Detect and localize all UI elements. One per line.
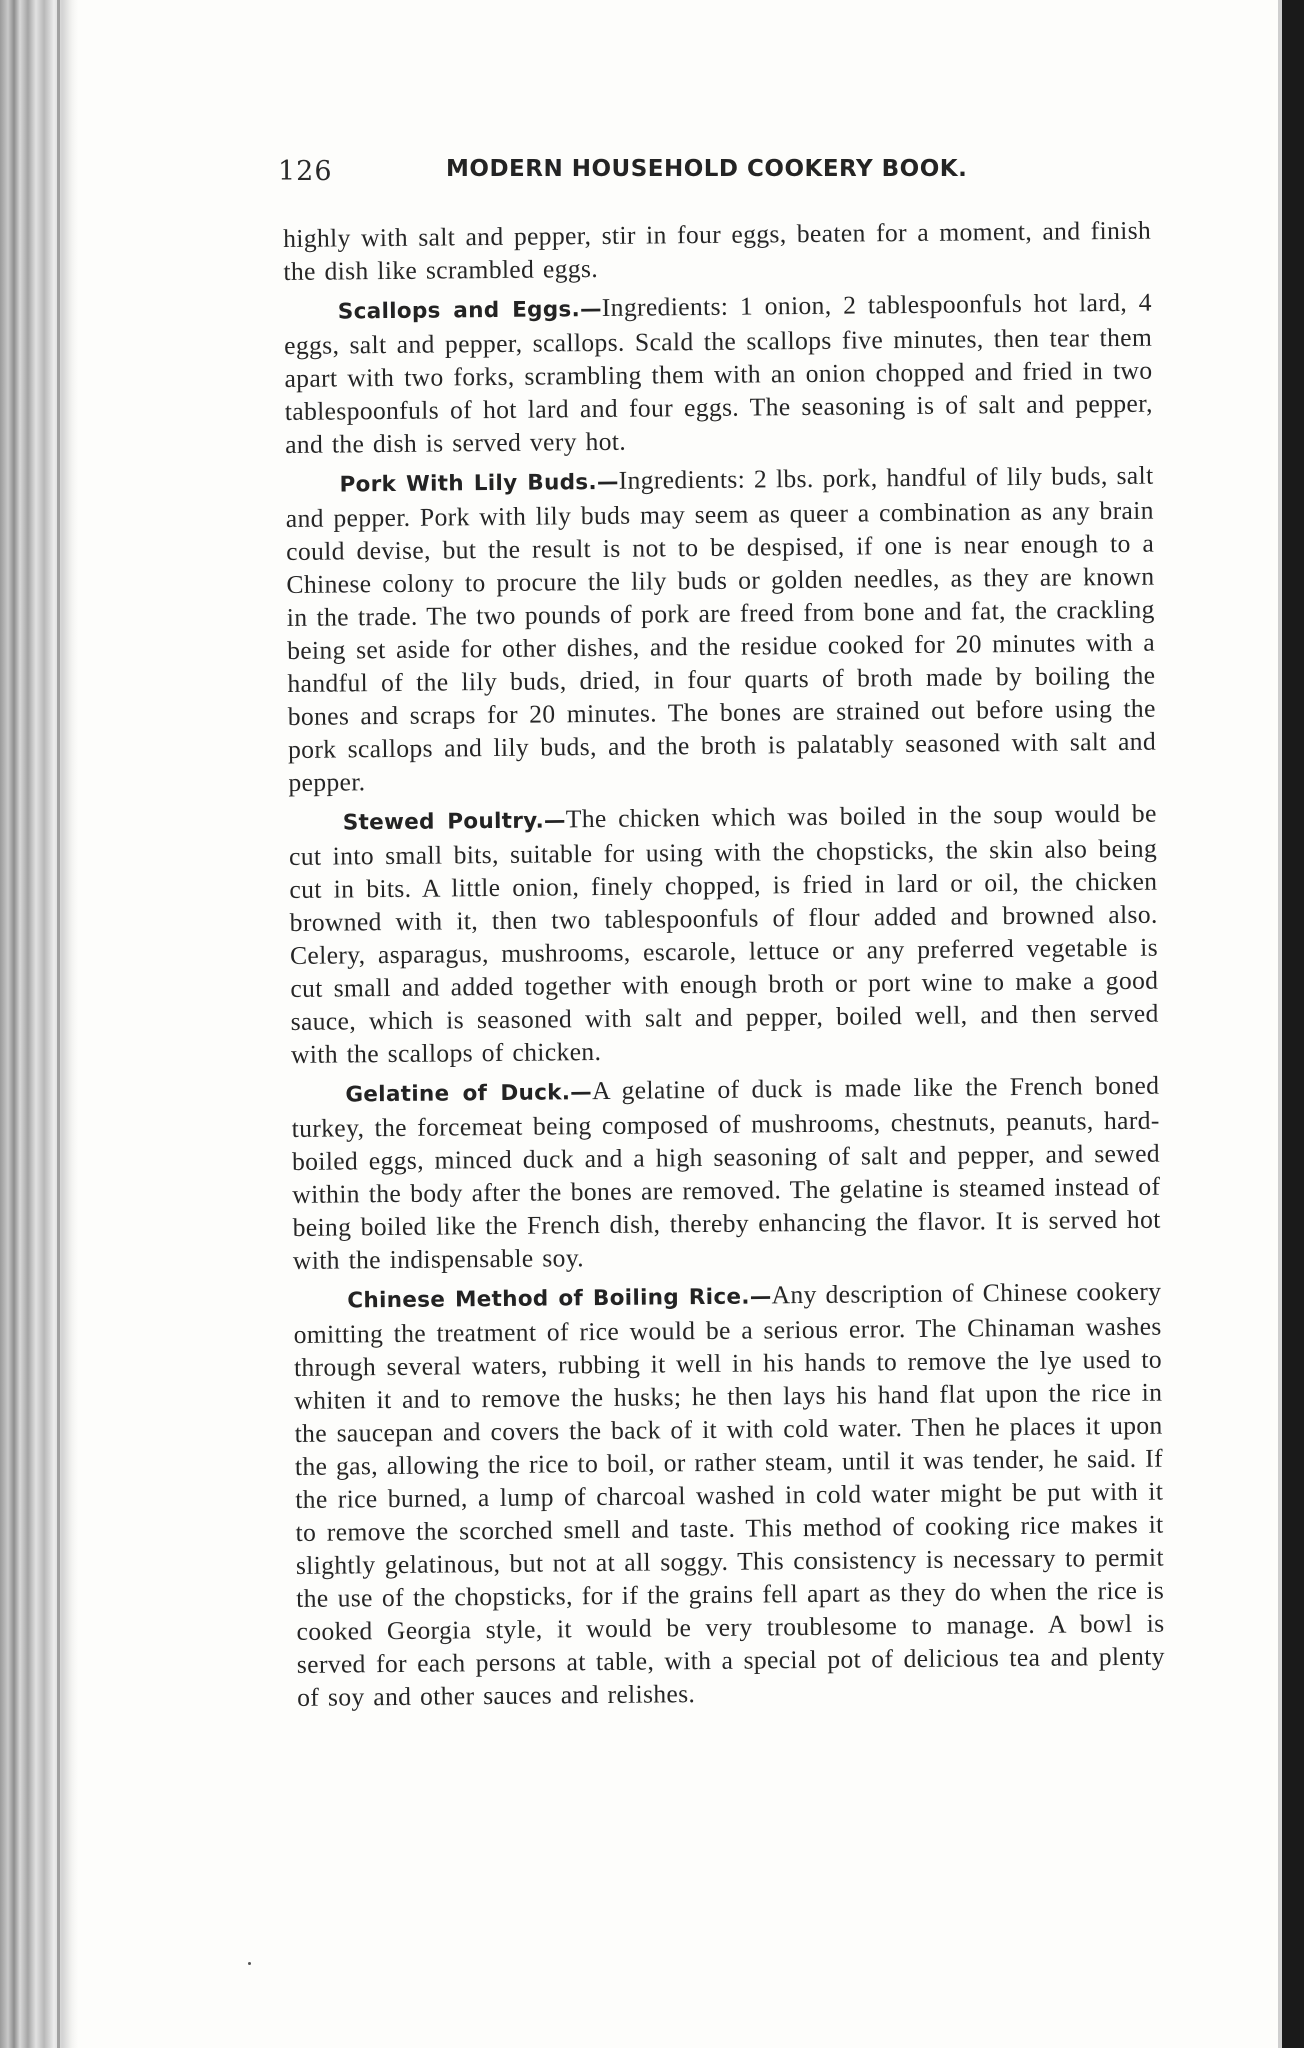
paragraph-text: highly with salt and pepper, stir in four eggs, beaten for a moment, and finish the dish like scrambled eggs. — [283, 215, 1152, 286]
recipe-text: A gelatine of duck is made like the French boned turkey, the forcemeat being composed of mushrooms, chestnuts, peanuts, hard-boiled eggs, minced duck and a high seasoning of salt and pepper, and sewed within the body after the bones are removed. The gelatine is steamed instead of being boiled like the French dish, thereby enhancing the flavor. It is served hot with the indispensable soy. — [291, 1070, 1161, 1275]
scan-border — [1282, 0, 1304, 2048]
book-gutter — [0, 0, 78, 2048]
recipe-chinese-boiling-rice — [293, 1275, 1165, 1714]
recipe-heading: Scallops and Eggs.— — [337, 296, 602, 325]
recipe-gelatine-of-duck — [291, 1069, 1161, 1277]
recipe-text: Ingredients: 2 lbs. pork, handful of lily buds, salt and pepper. Pork with lily buds may seem as queer a combination as any brain could devise, but the result is not to be despised, if one is near enough to a Chinese colony to procure the lily buds or golden needles, as they are known in the trade. The two pounds of pork are freed from bone and fat, the crackling being set aside for other dishes, and the residue cooked for 20 minutes with a handful of the lily buds, dried, in four quarts of broth made by boiling the bones and scraps for 20 minutes. The bones are strained out before using the pork scallops and lily buds, and the broth is palatably seasoned with salt and pepper. — [285, 460, 1157, 797]
page-header — [276, 150, 996, 194]
paragraph-continuation — [283, 214, 1152, 288]
recipe-heading: Stewed Poultry.— — [342, 808, 566, 836]
recipe-stewed-poultry — [289, 797, 1160, 1071]
page-number: 126 — [278, 156, 333, 187]
body-text — [283, 214, 1165, 1720]
recipe-pork-with-lily-buds — [285, 459, 1156, 799]
running-head: MODERN HOUSEHOLD COOKERY BOOK. — [446, 156, 968, 182]
recipe-heading: Gelatine of Duck.— — [345, 1080, 593, 1108]
recipe-text: Any description of Chinese cookery omitting the treatment of rice would be a serious error. The Chinaman washes through several waters, rubbing it well in his hands to remove the lye used to whiten it and to remove the husks; he then lays his hand flat upon the rice in the saucepan and covers the back of it with cold water. Then he places it upon the gas, allowing the rice to boil, or rather steam, until it was tender, he said. If the rice burned, a lump of charcoal washed in cold water might be put with it to remove the scorched smell and taste. This method of cooking rice makes it slightly gelatinous, but not at all soggy. This consistency is necessary to permit the use of the chopsticks, for if the grains fell apart as they do when the rice is cooked Georgia style, it would be very troublesome to manage. A bowl is served for each persons at table, with a special pot of delicious tea and plenty of soy and other sauces and relishes. — [293, 1276, 1165, 1712]
gutter-fold-line — [57, 0, 60, 2048]
recipe-text: Ingredients: 1 onion, 2 tablespoonfuls hot lard, 4 eggs, salt and pepper, scallops. Scald the scallops five minutes, then tear them apart with two forks, scrambling them with an onion chopped and fried in two tablespoonfuls of hot lard and four eggs. The seasoning is of salt and pepper, and the dish is served very hot. — [284, 287, 1153, 459]
recipe-text: The chicken which was boiled in the soup would be cut into small bits, suitable for using with the chopsticks, the skin also being cut in bits. A little onion, finely chopped, is fried in lard or oil, the chicken browned with it, then two tablespoonfuls of flour added and browned also. Celery, asparagus, mushrooms, escarole, lettuce or any preferred vegetable is cut small and added together with enough broth or port wine to make a good sauce, which is seasoned with salt and pepper, boiled well, and then served with the scallops of chicken. — [288, 798, 1159, 1069]
recipe-heading: Chinese Method of Boiling Rice.— — [347, 1284, 772, 1314]
recipe-heading: Pork With Lily Buds.— — [339, 469, 619, 498]
paper-speck — [248, 1962, 251, 1965]
recipe-scallops-and-eggs — [284, 286, 1154, 461]
